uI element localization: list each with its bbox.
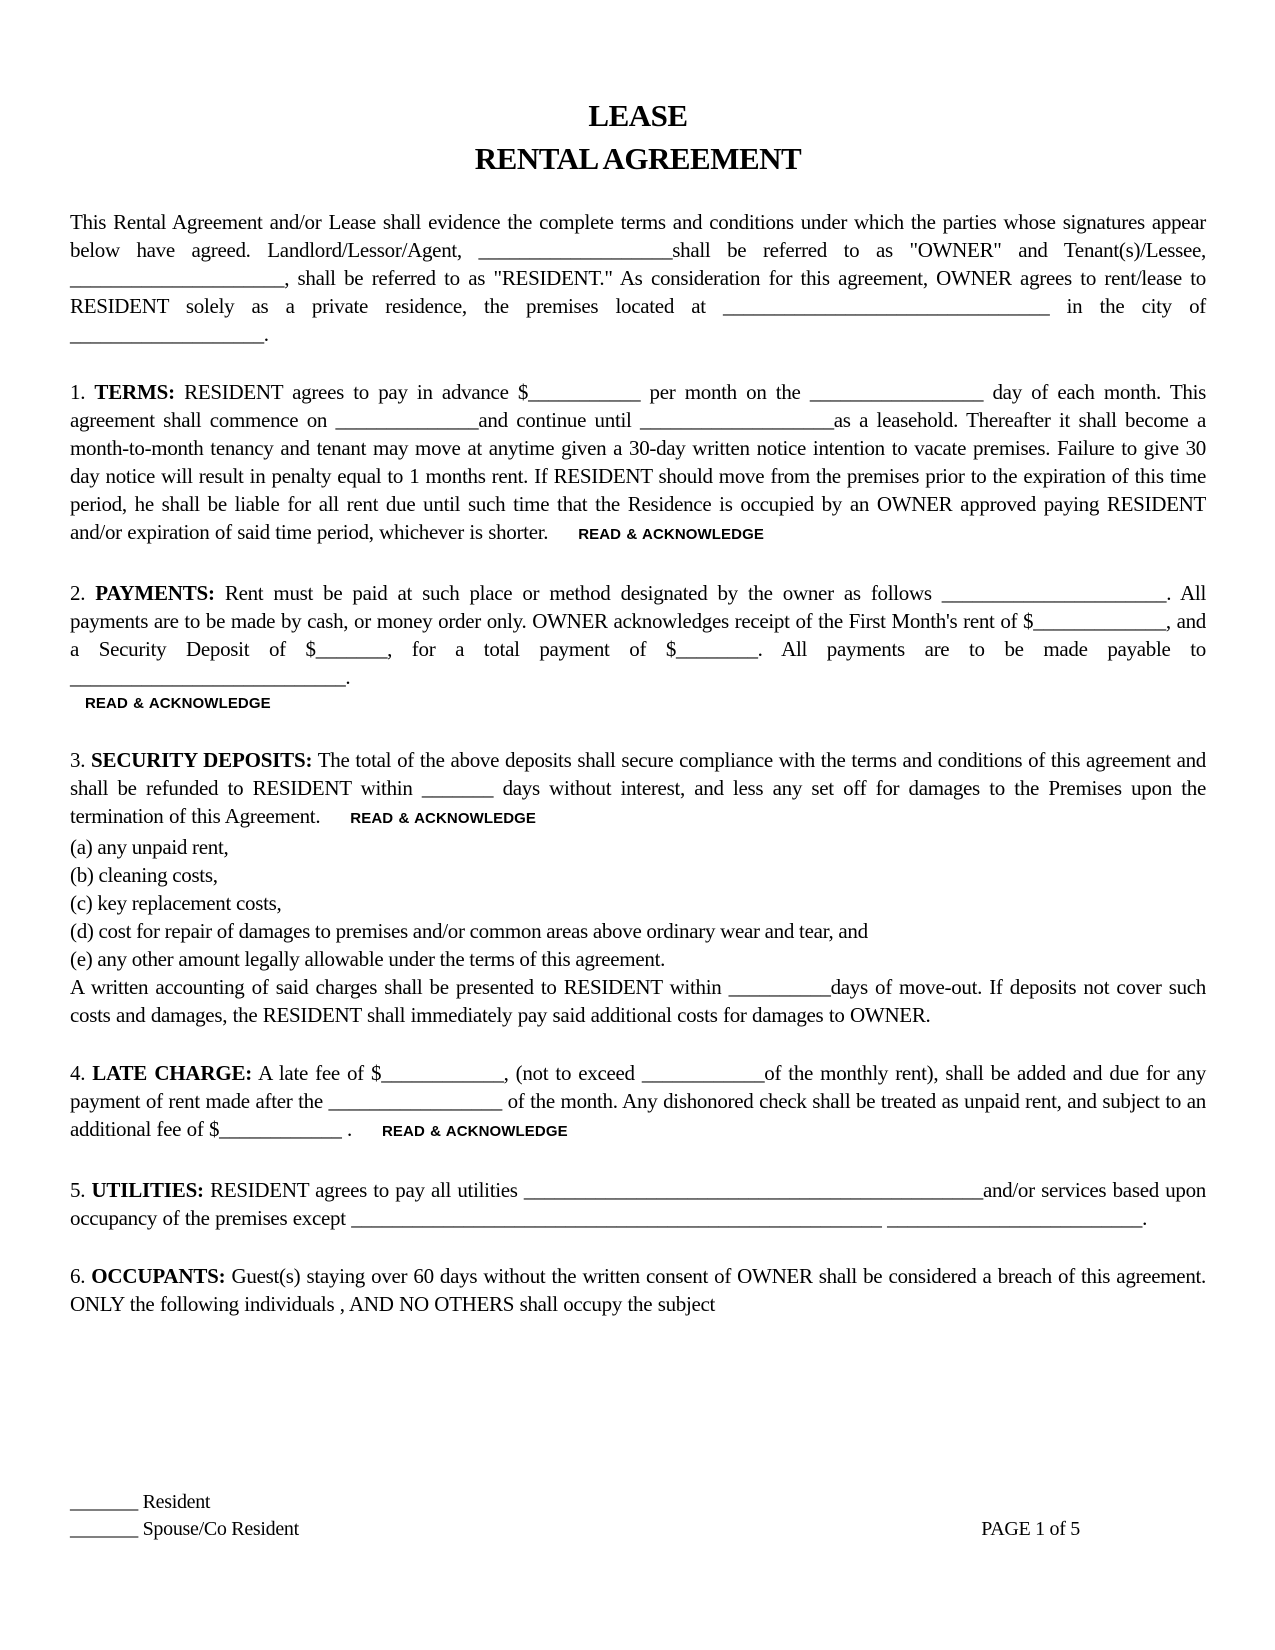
section-1-terms [70, 378, 1206, 549]
deposit-item-a: (a) any unpaid rent, [70, 835, 229, 859]
section-4-read-acknowledge-label: READ & ACKNOWLEDGE [381, 1123, 568, 1140]
section-4-body: A late fee of $____________, (not to exceed ____________of the monthly rent), shall be added and due for any payment of rent made after the _________________ of the month. Any dishonored check shall be treated as unpaid rent, and subject to an additional fee of $____________ . [70, 1061, 1206, 1141]
section-1-heading: TERMS: [94, 380, 175, 404]
document-title [70, 94, 1206, 180]
section-5-utilities [70, 1176, 1206, 1232]
deposit-item-e: (e) any other amount legally allowable under the terms of this agreement. [70, 947, 666, 971]
section-2-body: Rent must be paid at such place or method designated by the owner as follows ______________________. All payments are to be made by cash, or money order only. OWNER acknowledges receipt of the First Month's rent of $_____________, and a Security Deposit of $_______, for a total payment of $________. All payments are to be made payable to ___________________________. [70, 581, 1206, 689]
footer-spouse-row [70, 1516, 1205, 1543]
resident-signature-line: _______ Resident [70, 1491, 211, 1513]
section-3-security-deposits [70, 746, 1206, 833]
deposit-item-c: (c) key replacement costs, [70, 891, 282, 915]
section-3-closing-paragraph: A written accounting of said charges shall be presented to RESIDENT within __________days of move-out. If deposits not cover such costs and damages, the RESIDENT shall immediately pay said additional costs for damages to OWNER. [70, 975, 1206, 1027]
section-5-heading: UTILITIES: [91, 1178, 204, 1202]
title-line-lease: LEASE [588, 98, 688, 133]
section-3-heading: SECURITY DEPOSITS: [91, 748, 313, 772]
section-3-body: The total of the above deposits shall secure compliance with the terms and conditions of this agreement and shall be refunded to RESIDENT within _______ days without interest, and less any set off for damages to the Premises upon the termination of this Agreement. [70, 748, 1206, 828]
section-4-late-charge [70, 1059, 1206, 1146]
deposit-item-b: (b) cleaning costs, [70, 863, 218, 887]
section-1-body: RESIDENT agrees to pay in advance $___________ per month on the _________________ day of each month. This agreement shall commence on ______________and continue until ___________________as a leasehold. Thereafter it shall become a month-to-month tenancy and tenant may move at anytime given a 30-day written notice intention to vacate premises. Failure to give 30 day notice will result in penalty equal to 1 months rent. If RESIDENT should move from the premises prior to the expiration of this time period, he shall be liable for all rent due until such time that the Residence is occupied by an OWNER approved paying RESIDENT and/or expiration of said time period, whichever is shorter. [70, 380, 1206, 544]
intro-paragraph: This Rental Agreement and/or Lease shall evidence the complete terms and conditions under which the parties whose signatures appear below have agreed. Landlord/Lessor/Agent, ___________________shall be referred to as "OWNER" and Tenant(s)/Lessee, _____________________, shall be referred to as "RESIDENT." As consideration for this agreement, OWNER agrees to rent/lease to RESIDENT solely as a private residence, the premises located at ________________________________ in the city of ___________________. [70, 210, 1206, 346]
section-2-read-acknowledge-label: READ & ACKNOWLEDGE [85, 695, 271, 712]
section-4-number: 4. [70, 1061, 86, 1085]
section-6-occupants [70, 1262, 1206, 1318]
section-6-body: Guest(s) staying over 60 days without the written consent of OWNER shall be considered a breach of this agreement. ONLY the following individuals , AND NO OTHERS shall occupy the subject [70, 1264, 1206, 1316]
section-2-heading: PAYMENTS: [95, 581, 215, 605]
section-5-number: 5. [70, 1178, 86, 1202]
section-6-number: 6. [70, 1264, 86, 1288]
section-3-number: 3. [70, 748, 86, 772]
section-3-read-acknowledge-label: READ & ACKNOWLEDGE [350, 810, 537, 827]
footer-resident-row [70, 1489, 1205, 1516]
page-number-label: PAGE 1 of 5 [981, 1518, 1080, 1540]
section-1-read-acknowledge-label: READ & ACKNOWLEDGE [578, 526, 764, 543]
section-5-body: RESIDENT agrees to pay all utilities _____________________________________________and/or services based upon occupancy of the premises except ____________________________________________________ _________________________. [70, 1178, 1206, 1230]
spouse-signature-line: _______ Spouse/Co Resident [70, 1518, 299, 1540]
section-2-payments [70, 579, 1206, 691]
section-6-heading: OCCUPANTS: [91, 1264, 226, 1288]
title-line-rental-agreement: RENTAL AGREEMENT [474, 141, 802, 176]
section-4-heading: LATE CHARGE: [92, 1061, 253, 1085]
deposit-item-d: (d) cost for repair of damages to premises and/or common areas above ordinary wear and tear, and [70, 919, 868, 943]
section-2-number: 2. [70, 581, 86, 605]
section-1-number: 1. [70, 380, 86, 404]
document-content [70, 0, 1206, 1318]
page-footer [70, 1489, 1205, 1543]
